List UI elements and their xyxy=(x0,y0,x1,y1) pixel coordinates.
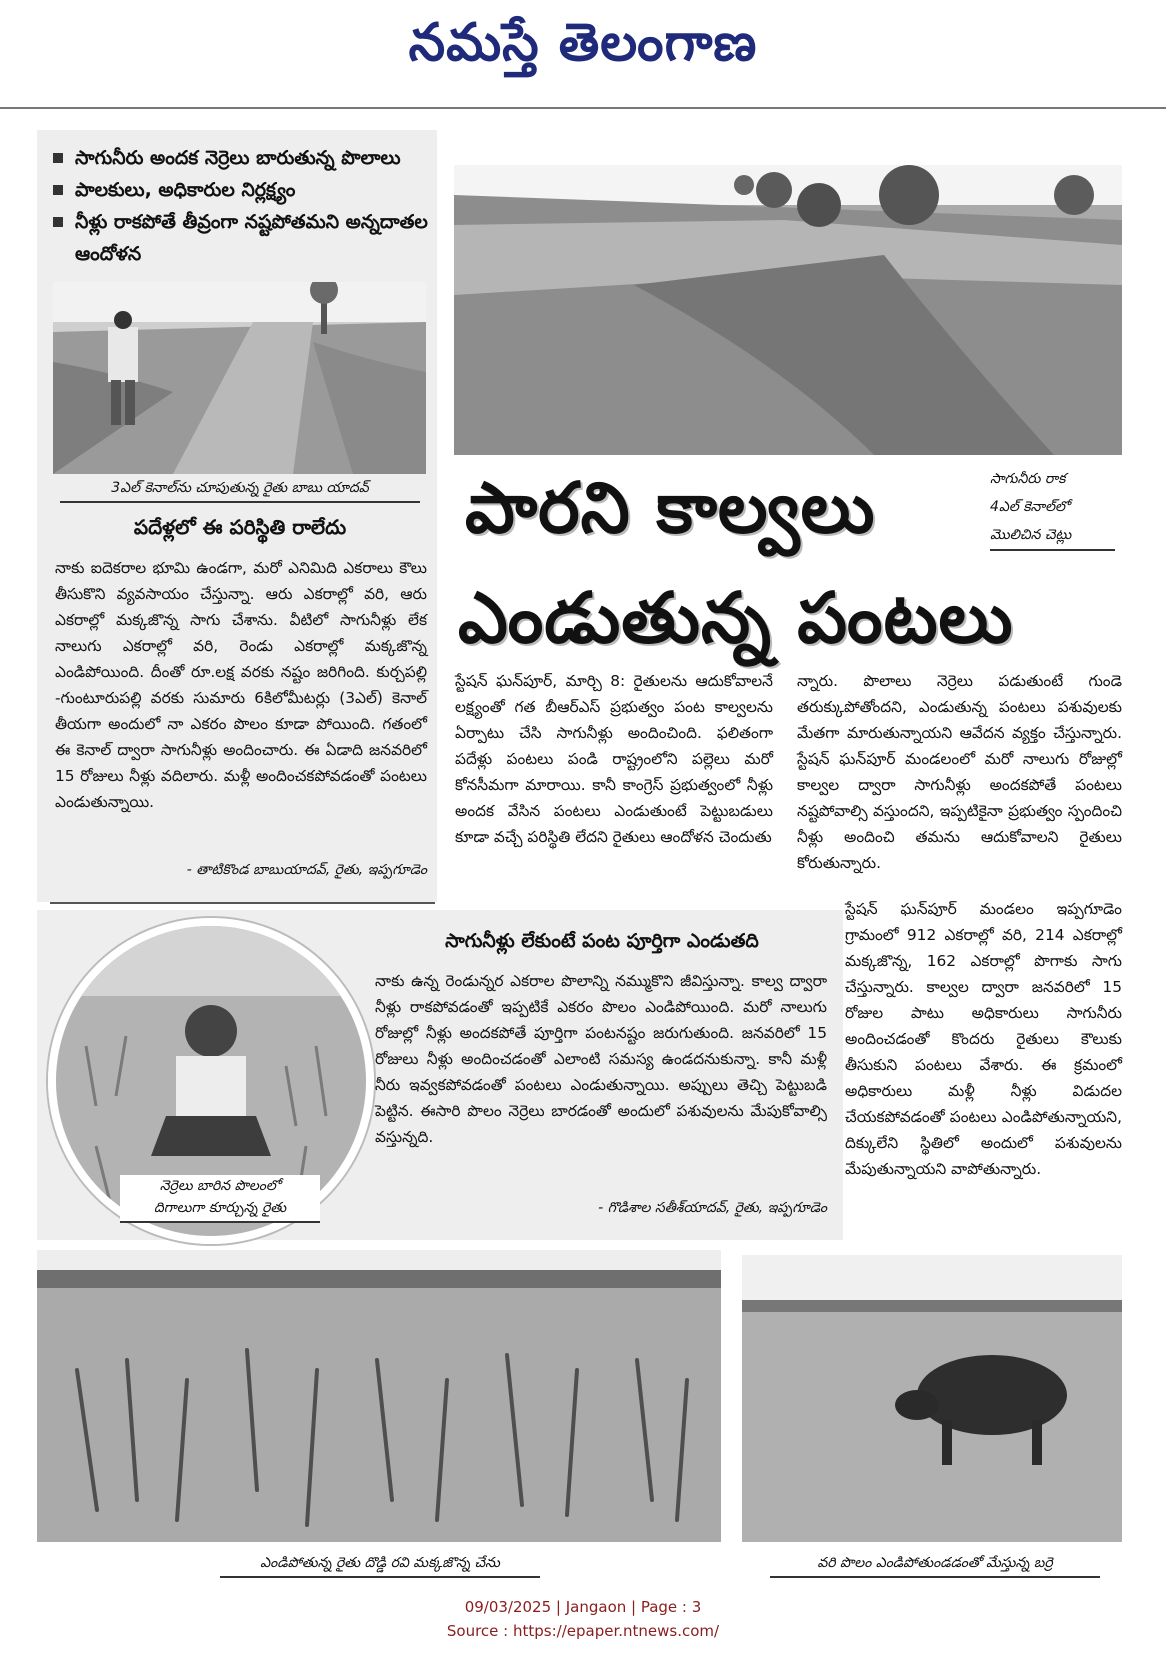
circle-caption-line: నెర్రెలు బారిన పొలంలో xyxy=(159,1178,281,1194)
photo-drying-maize xyxy=(37,1250,721,1542)
second-story-body: నాకు ఉన్న రెండున్నర ఎకరాల పొలాన్ని నమ్ముకొని జీవిస్తున్నా. కాల్వ ద్వారా నీళ్లు రాకపోవడంతో ఇప్పటికే ఎకరం పొలం ఎండిపోయింది. మరో నాలుగు రోజుల్లో నీళ్లు అందకపోతే పూర్తిగా పంటనష్టం జరుగుతుంది. జనవరిలో 15 రోజులు నీళ్లు అందించడంతో ఎలాంటి సమస్య ఉండదనుకున్నా. కానీ మళ్లీ నీరు ఇవ్వకపోవడంతో పంటలు ఎండుతున్నాయి. అప్పులు తెచ్చి పెట్టుబడి పెట్టిన. ఈసారి పొలం నెర్రెలు బారడంతో అందులో పశువులను మేపుకోవాల్సి వస్తున్నది. xyxy=(375,972,827,1146)
photo-buffalo-grazing xyxy=(742,1255,1122,1542)
masthead-divider xyxy=(0,107,1166,109)
second-story-signature: - గొడిశాల సతీశ్‌యాదవ్, రైతు, ఇప్పగూడెం xyxy=(598,1200,827,1216)
main-story-col2a: న్నారు. పొలాలు నెర్రెలు పడుతుంటే గుండె తరుక్కుపోతోందని, ఎండుతున్న పంటలు పశువులకు మేతగా మారుతున్నాయని ఆవేదన వ్యక్తం చేస్తున్నారు. స్టేషన్ ఘన్‌పూర్ మండలంలో మరో నాలుగు రోజుల్లో కాల్వల ద్వారా సాగునీళ్లు అందకపోతే పంటలు నష్టపోవాల్సి వస్తుందని, ఇప్పటికైనా ప్రభుత్వం స్పందించి నీళ్లు అందించి తమను ఆదుకోవాలని రైతులు కోరుతున్నారు. xyxy=(797,672,1122,872)
bullet-item: సాగునీరు అందక నెర్రెలు బారుతున్న పొలాలు xyxy=(53,142,433,174)
bullet-item: నీళ్లు రాకపోతే తీవ్రంగా నష్టపోతమని అన్నదాతల ఆందోళన xyxy=(53,206,433,270)
photo2-caption xyxy=(990,465,1115,551)
main-headline-line2: ఎండుతున్న పంటలు xyxy=(458,577,1014,659)
highlight-bullets xyxy=(53,142,433,270)
photo2-caption-line: 4ఎల్ కెనాల్‌లో xyxy=(990,499,1070,515)
photo2-caption-line: మొలిచిన చెట్లు xyxy=(990,521,1115,551)
photo-canal-overgrown xyxy=(454,165,1122,455)
side-story-heading: పదేళ్లలో ఈ పరిస్థితి రాలేదు xyxy=(133,515,347,539)
photo4-caption: ఎండిపోతున్న రైతు దొడ్డి రవి మక్కజొన్న చేను xyxy=(220,1555,540,1578)
side-story-divider xyxy=(50,902,435,904)
main-story-col2b: స్టేషన్ ఘన్‌పూర్ మండలం ఇప్పగూడెం గ్రామంలో 912 ఎకరాల్లో వరి, 214 ఎకరాల్లో మక్కజొన్న, 162 ఎకరాల్లో పొగాకు సాగు చేస్తున్నారు. కాల్వల ద్వారా జనవరిలో 15 రోజుల పాటు అధికారులు సాగునీరు అందించడంతో కొందరు రైతులు కౌలుకు తీసుకుని పంటలు వేశారు. ఈ క్రమంలో అధికారులు మళ్లీ నీళ్లు విడుదల చేయకపోవడంతో పంటలు ఎండిపోతున్నాయని, దిక్కులేని స్థితిలో అందులో పశువులను మేపుతున్నాయని వాపోతున్నారు. xyxy=(845,900,1122,1178)
bullet-item: పాలకులు, అధికారుల నిర్లక్ష్యం xyxy=(53,174,433,206)
circle-photo-caption xyxy=(120,1175,320,1223)
side-story-signature: - తాటికొండ బాబుయాదవ్, రైతు, ఇప్పగూడెం xyxy=(186,862,427,878)
main-story-col1: స్టేషన్ ఘన్‌పూర్, మార్చి 8: రైతులను ఆదుకోవాలనే లక్ష్యంతో గత బీఆర్‌ఎస్ ప్రభుత్వం పంట కాల్వలను ఏర్పాటు చేసి సాగునీళ్లు అందించింది. ఫలితంగా పదేళ్లు పంటలు పండి రాష్ట్రంలోని పల్లెలు మరో కోనసీమగా మారాయి. కానీ కాంగ్రెస్ ప్రభుత్వంలో నీళ్లు అందక వేసిన పంటలు ఎండుతుంటే పెట్టుబడులు కూడా వచ్చే పరిస్థితి లేదని రైతులు ఆందోళన చెందుతు xyxy=(455,672,773,846)
footer-source-line: Source : https://epaper.ntnews.com/ xyxy=(446,1622,720,1640)
second-story-heading: సాగునీళ్లు లేకుంటే పంట పూర్తిగా ఎండుతది xyxy=(445,930,759,952)
side-story-body: నాకు ఐదెకరాల భూమి ఉండగా, మరో ఎనిమిది ఎకరాలు కౌలు తీసుకొని వ్యవసాయం చేస్తున్నా. ఆరు ఎకరాల్లో వరి, ఆరు ఎకరాల్లో మక్కజొన్న సాగు చేశాను. వీటిలో సాగునీళ్లు లేక నాలుగు ఎకరాల్లో వరి, రెండు ఎకరాల్లో మక్కజొన్న ఎండిపోయింది. దీంతో రూ.లక్ష వరకు నష్టం జరిగింది. కుర్చపల్లి -గుంటూరుపల్లి వరకు సుమారు 6కిలోమీటర్లు (3ఎల్) కెనాల్ తీయగా అందులో నా ఎకరం పొలం కూడా పోయింది. గతంలో ఈ కెనాల్ ద్వారా సాగునీళ్లు అందించారు. ఈ ఏడాది జనవరిలో 15 రోజులు నీళ్లు వదిలారు. మళ్లీ అందించకపోవడంతో పంటలు ఎండుతున్నాయి. xyxy=(55,559,427,811)
photo2-caption-line: సాగునీరు రాక xyxy=(990,471,1066,487)
photo-farmer-canal xyxy=(53,282,426,474)
newspaper-logo: నమస్తే తెలంగాణ xyxy=(408,13,758,73)
photo5-caption: వరి పొలం ఎండిపోతుండడంతో మేస్తున్న బర్రె xyxy=(770,1555,1100,1578)
circle-caption-line: దిగాలుగా కూర్చున్న రైతు xyxy=(153,1200,287,1216)
main-headline-line1: పారని కాల్వలు xyxy=(465,467,876,549)
masthead xyxy=(0,0,1166,100)
footer-date-line: 09/03/2025 | Jangaon | Page : 3 xyxy=(464,1598,702,1616)
photo1-caption: 3ఎల్ కెనాల్‌ను చూపుతున్న రైతు బాబు యాదవ్ xyxy=(60,480,420,503)
